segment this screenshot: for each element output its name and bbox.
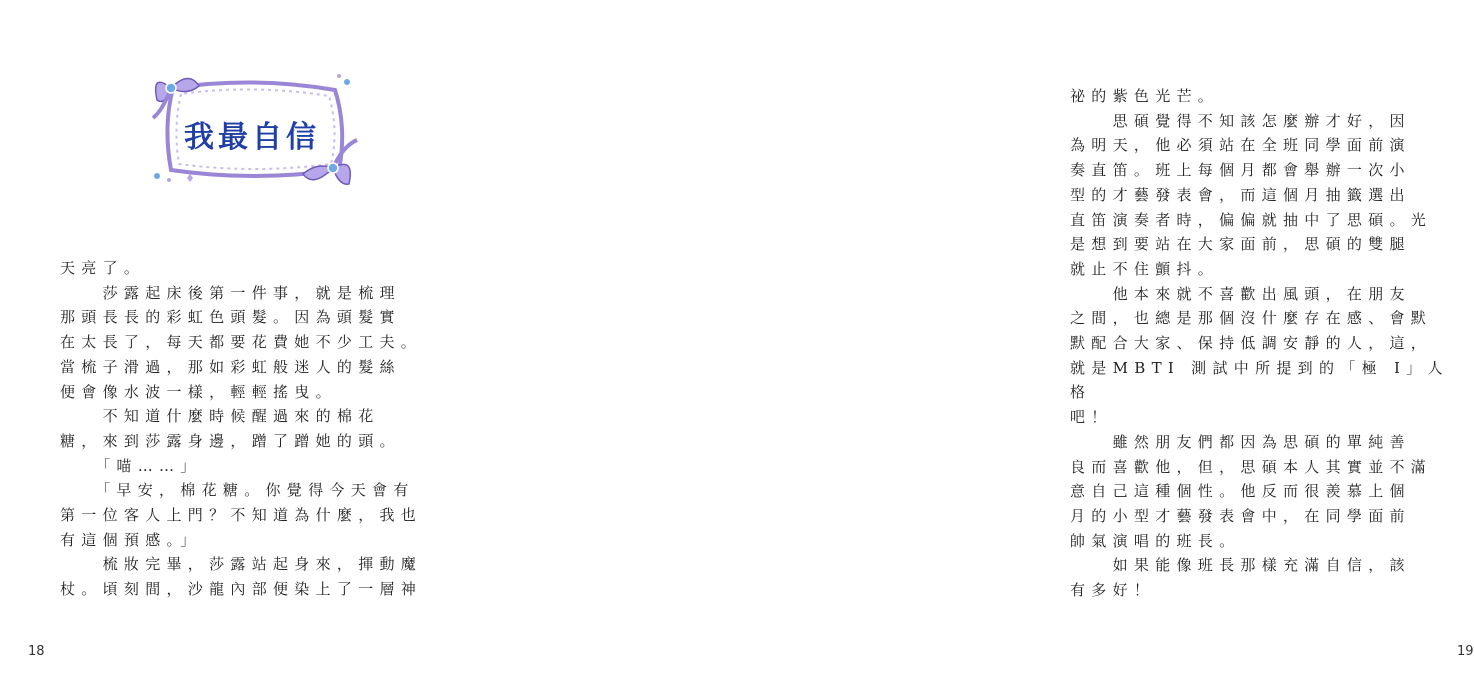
text-line: 祕的紫色光芒。 [1070,87,1220,105]
text-line: 就是MBTI 測試中所提到的「極 I」人格 [1070,358,1449,402]
right-page [500,0,1474,689]
text-line: 月的小型才藝發表會中，在同學面前 [1070,506,1411,525]
text-line: 不知道什麼時候醒過來的棉花 [60,407,380,426]
text-line: 默配合大家、保持低調安靜的人，這， [1070,334,1433,353]
text-line: 為明天，他必須站在全班同學面前演 [1070,136,1411,155]
text-line: 「早安，棉花糖。你覺得今天會有 [60,481,415,500]
left-body-text [60,256,450,602]
text-line: 就止不住顫抖。 [1070,259,1220,278]
text-line: 糖，來到莎露身邊，蹭了蹭她的頭。 [60,431,401,450]
text-line: 便會像水波一樣，輕輕搖曳。 [60,382,337,401]
text-line: 「喵……」 [60,456,202,475]
text-line: 梳妝完畢，莎露站起身來，揮動魔 [60,555,423,574]
text-line: 帥氣演唱的班長。 [1070,531,1241,550]
page-number-right: 19 [1457,644,1474,659]
text-line: 當梳子滑過，那如彩虹般迷人的髮絲 [60,357,401,376]
text-line: 吧！ [1070,408,1113,427]
chapter-title: 我最自信 [184,120,320,155]
text-line: 型的才藝發表會，而這個月抽籤選出 [1070,185,1411,204]
text-line: 意自己這種個性。他反而很羨慕上個 [1070,482,1411,501]
text-line: 良而喜歡他，但，思碩本人其實並不滿 [1070,457,1433,476]
right-body-text [1070,84,1470,603]
text-line: 直笛演奏者時，偏偏就抽中了思碩。光 [1070,210,1433,229]
text-line: 莎露起床後第一件事，就是梳理 [60,283,401,302]
text-line: 在太長了，每天都要花費她不少工夫。 [60,333,423,352]
text-line: 奏直笛。班上每個月都會舉辦一次小 [1070,161,1411,180]
text-line: 是想到要站在大家面前，思碩的雙腿 [1070,235,1411,254]
page-number-left: 18 [28,644,45,659]
title-ribbon-frame [143,66,361,194]
text-line: 有這個預感。」 [60,530,202,549]
text-line: 之間，也總是那個沒什麼存在感、會默 [1070,309,1433,328]
text-line: 第一位客人上門？不知道為什麼，我也 [60,506,423,525]
text-line: 杖。頃刻間，沙龍內部便染上了一層神 [60,580,423,599]
text-line: 天亮了。 [60,259,146,277]
text-line: 那頭長長的彩虹色頭髮。因為頭髮實 [60,308,401,327]
left-page [0,0,500,689]
text-line: 雖然朋友們都因為思碩的單純善 [1070,432,1411,451]
text-line: 思碩覺得不知該怎麼辦才好，因 [1070,111,1411,130]
text-line: 如果能像班長那樣充滿自信，該 [1070,556,1411,575]
text-line: 他本來就不喜歡出風頭，在朋友 [1070,284,1411,303]
text-line: 有多好！ [1070,581,1156,600]
